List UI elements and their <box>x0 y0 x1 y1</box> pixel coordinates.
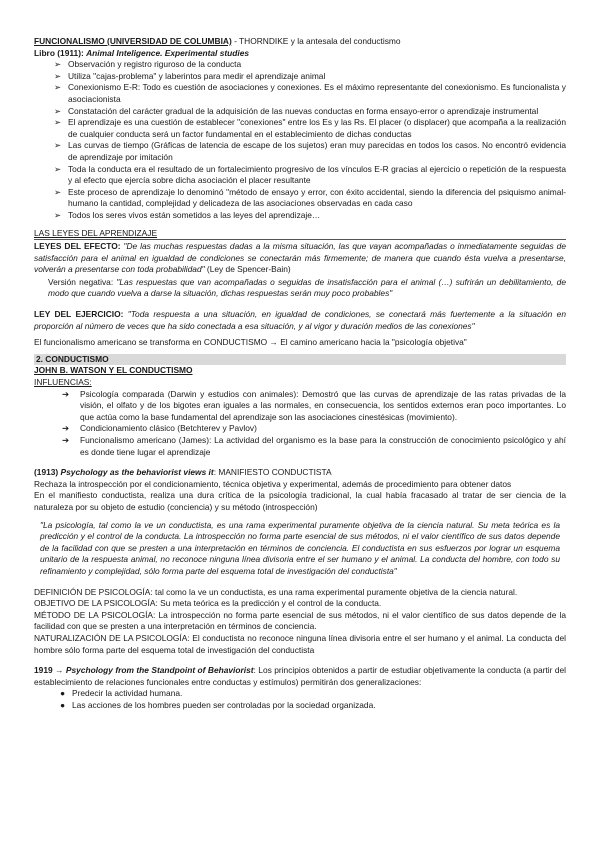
section-heading: 2. CONDUCTISMO <box>34 354 566 366</box>
thorndike-item <box>34 210 566 222</box>
american-line: El funcionalismo americano se transforma en CONDUCTISMO → El camino americano hacia la "psicología objetiva" <box>34 337 467 348</box>
bullet-marker-icon: ➢ <box>54 105 62 116</box>
definition-line: DEFINICIÓN DE PSICOLOGÍA: tal como la ve un conductista, es una rama experimental puramente objetiva de la ciencia natural. <box>34 586 518 597</box>
thorndike-list <box>34 59 566 221</box>
definition-line: MÉTODO DE LA PSICOLOGÍA: La introspección no forma parte esencial de sus métodos, ni el valor científico de sus datos depende de la facilidad con que se presten a una interpretación en términos de conciencia. <box>34 609 566 632</box>
manifesto-quote: "La psicología, tal como la ve un conductista, es una rama experimental puramente objetiva de la ciencia natural. Su meta teórica es la predicción y el control de la conducta. La introspección no forma parte esencial de sus métodos, ni el valor científico de sus datos depende de la facilidad con que se presten a una interpretación en términos de conciencia. El conductista en sus esfuerzos por lograr un esquema unitario de la respuesta animal, no reconoce ninguna línea divisoria entre el ser humano y el animal. La conducta del hombre, con todo su refinamiento y complejidad, sólo forma parte del esquema total de investigación del conductista" <box>40 519 560 576</box>
bullet-marker-icon: ➔ <box>62 435 70 445</box>
generalization-item <box>34 688 566 700</box>
manifesto-rest: : MANIFIESTO CONDUCTISTA <box>213 467 332 478</box>
bullet-marker-icon: ➔ <box>62 423 70 434</box>
laws-heading: LAS LEYES DEL APRENDIZAJE <box>34 227 158 238</box>
thorndike-item-text: Todos los seres vivos están sometidos a las leyes del aprendizaje… <box>68 209 321 220</box>
bullet-marker-icon: ➢ <box>54 82 62 93</box>
standpoint-title: Psychology from the Standpoint of Behaviorist <box>65 665 254 676</box>
thorndike-item-text: Constatación del carácter gradual de la adquisición de las nuevas conductas en forma ensayo-error o aprendizaje instrumental <box>68 105 539 116</box>
bullet-marker-icon: ➢ <box>54 163 62 174</box>
thorndike-item-text: Las curvas de tiempo (Gráficas de latencia de escape de los sujetos) eran muy parecidas en todos los casos. No encontró evidencia de aprendizaje por imitación <box>68 140 566 162</box>
influences-list <box>34 389 566 459</box>
law-effect-tail: (Ley de Spencer-Bain) <box>204 264 291 275</box>
bullet-marker-icon: ● <box>60 699 66 710</box>
standpoint-line <box>34 665 566 688</box>
law-exercise-text: "Toda respuesta a una situación, en igualdad de condiciones, se conectará más fuertemente a la situación en proporción al número de veces que ha sido conectada a esa situación, y al vigor y duración medios de las conexiones" <box>34 309 566 331</box>
bullet-marker-icon: ➢ <box>54 59 62 70</box>
divider <box>34 239 566 240</box>
thorndike-item <box>34 59 566 71</box>
generalizations-list <box>34 688 566 711</box>
law-effect <box>34 241 566 276</box>
manifesto-line <box>34 467 566 479</box>
influence-item <box>34 423 566 435</box>
thorndike-item <box>34 164 566 187</box>
bullet-marker-icon: ➢ <box>54 70 62 81</box>
thorndike-item-text: El aprendizaje es una cuestión de establecer "conexiones" entre los Es y las Rs. El placer (o displacer) que acompaña a la realización de cualquier conducta será un factor fundamental en el establecimiento de dichas conductas <box>68 117 566 139</box>
watson-heading: JOHN B. WATSON Y EL CONDUCTISMO <box>34 365 193 376</box>
manifesto-title: Psychology as the behaviorist views it <box>60 467 214 478</box>
thorndike-item-text: Observación y registro riguroso de la conducta <box>68 59 242 70</box>
law-effect-negative-label: Versión negativa: <box>48 276 117 287</box>
bullet-marker-icon: ➔ <box>62 388 70 399</box>
thorndike-item <box>34 71 566 83</box>
definition-line: OBJETIVO DE LA PSICOLOGÍA: Su meta teórica es la predicción y el control de la conducta. <box>34 598 382 609</box>
thorndike-item-text: Toda la conducta era el resultado de un fortalecimiento progresivo de los vínculos E-R gracias al ejercicio o repetición de la respuesta y al efecto que ejercía sobre dicha asociación el placer resultante <box>68 163 566 186</box>
influence-item <box>34 435 566 458</box>
influence-item-text: Funcionalismo americano (James): La actividad del organismo es la base para la construcción de conocimiento psicológico y ahí es donde tiene lugar el aprendizaje <box>80 435 566 457</box>
influences-heading: INFLUENCIAS: <box>34 377 92 388</box>
thorndike-item-text: Conexionismo E-R: Todo es cuestión de asociaciones y conexiones. Es el máximo representante del conexionismo. Es funcionalista y asociacionista <box>68 82 566 104</box>
generalization-item-text: Las acciones de los hombres pueden ser controladas por la sociedad organizada. <box>72 699 376 710</box>
law-effect-label: LEYES DEL EFECTO: <box>34 241 121 252</box>
bullet-marker-icon: ➢ <box>54 140 62 151</box>
title-rest: - THORNDIKE y la antesala del conductismo <box>231 36 401 46</box>
law-effect-text: "De las muchas respuestas dadas a la misma situación, las que vayan acompañadas o inmediatamente seguidas de satisfacción para el animal en igualdad de condiciones se conectarán más firmemente; de manera que cuando ésta vuelva a presentarse, volverán a presentarse con toda probabilidad" <box>34 241 566 275</box>
bullet-marker-icon: ➢ <box>54 117 62 128</box>
manifesto-paragraph-1: Rechaza la introspección por el condicionamiento, técnica objetiva y experimental, además de procedimiento para obtener datos <box>34 478 512 489</box>
book-title: Animal Inteligence. Experimental studies <box>86 47 250 58</box>
thorndike-item <box>34 117 566 140</box>
bullet-marker-icon: ➢ <box>54 186 62 197</box>
thorndike-item <box>34 106 566 118</box>
standpoint-year: 1919 → <box>34 665 66 676</box>
bullet-marker-icon: ➢ <box>54 209 62 220</box>
manifesto-paragraph-2: En el manifiesto conductista, realiza una dura crítica de la psicología tradicional, la cual había fracasado al tratar de ser ciencia de la naturaleza por su objeto de estudio (conciencia) y su método (introspección) <box>34 490 566 512</box>
thorndike-item <box>34 140 566 163</box>
thorndike-item <box>34 187 566 210</box>
thorndike-item-text: Utiliza "cajas-problema" y laberintos para medir el aprendizaje animal <box>68 70 326 81</box>
law-effect-negative-text: "Las respuestas que van acompañadas o seguidas de insatisfacción para el animal (…) sufrirán un debilitamiento, de modo que cuando vuelva a darse la situación, dichas respuestas serán muy poco probables" <box>48 276 566 299</box>
law-effect-negative <box>34 277 566 300</box>
manifesto-year: (1913) <box>34 467 61 478</box>
thorndike-item-text: Este proceso de aprendizaje lo denominó "método de ensayo y error, con éxito accidental, siendo la diferencia del psiquismo animal-humano la cantidad, complejidad y delicadeza de las asociaciones observadas en cada caso <box>68 186 566 209</box>
thorndike-item <box>34 82 566 105</box>
influence-item-text: Condicionamiento clásico (Betchterev y Pavlov) <box>80 423 257 434</box>
influence-item <box>34 389 566 424</box>
law-exercise-label: LEY DEL EJERCICIO: <box>34 309 124 320</box>
bullet-marker-icon: ● <box>60 688 66 699</box>
book-lead: Libro (1911): <box>34 47 87 58</box>
title-lead: FUNCIONALISMO (UNIVERSIDAD DE COLUMBIA) <box>34 36 232 46</box>
influence-item-text: Psicología comparada (Darwin y estudios con animales): Demostró que las curvas de aprendizaje de las ratas privadas de la visión, el olfato y de los bigotes eran iguales a las normales, en consecuencia, los sentidos externos eran poco importantes. Lo que actúa como la base fundamental del aprendizaje son las asociaciones cinestésicas (movimiento). <box>80 388 566 422</box>
definitions-block <box>34 587 566 657</box>
generalization-item <box>34 700 566 712</box>
definition-line: NATURALIZACIÓN DE LA PSICOLOGÍA: El conductista no reconoce ninguna línea divisoria entre el ser humano y el animal. La conducta del hombre sólo forma parte del esquema total de investigación del conductista <box>34 632 566 655</box>
law-exercise <box>34 309 566 332</box>
document-title <box>34 36 566 48</box>
generalization-item-text: Predecir la actividad humana. <box>72 688 183 699</box>
standpoint-rest: : Los principios obtenidos a partir de estudiar objetivamente la conducta (a partir del establecimiento de relaciones funcionales entre conductas y estímulos) permitirán dos generalizaciones: <box>34 665 566 687</box>
book-line <box>34 48 566 60</box>
